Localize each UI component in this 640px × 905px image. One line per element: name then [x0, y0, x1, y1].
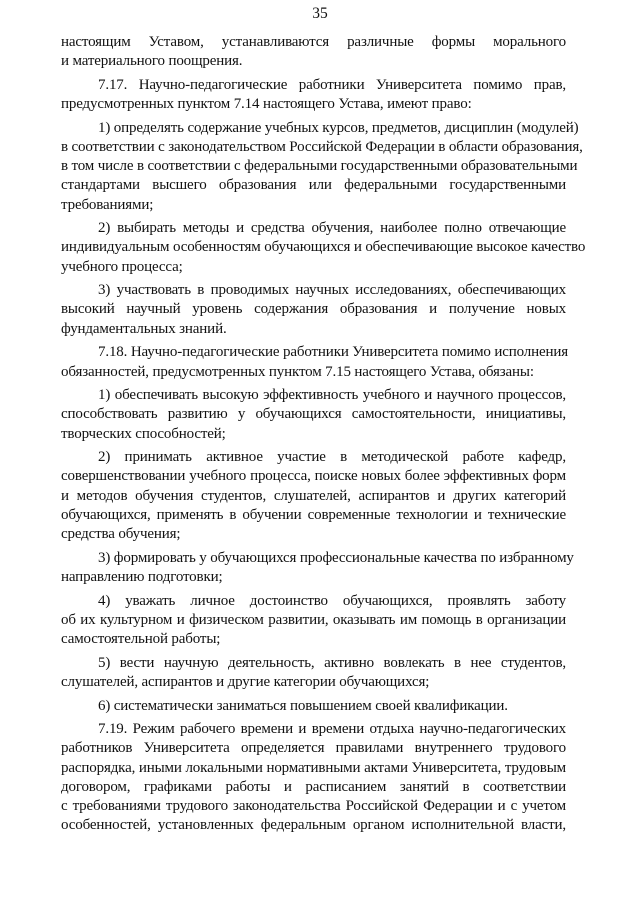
- text-line: и методов обучения студентов, слушателей, аспирантов и других категорий: [61, 487, 566, 504]
- text-line: предусмотренных пунктом 7.14 настоящего Устава, имеют право:: [61, 96, 472, 113]
- text-line: высокий научный уровень содержания образования и получение новых: [61, 301, 566, 318]
- text-line: направлению подготовки;: [61, 568, 223, 585]
- text-line: с требованиями трудового законодательства Российской Федерации и с учетом: [61, 797, 566, 814]
- text-line: распорядка, иными локальными нормативными актами Университета, трудовым: [61, 759, 566, 776]
- document-body: [61, 33, 586, 835]
- text-line: 7.19. Режим рабочего времени и времени отдыха научно-педагогических: [98, 721, 566, 738]
- text-line: работников Университета определяется правилами внутреннего трудового: [61, 740, 566, 757]
- text-line: в соответствии с законодательством Российской Федерации в области образования,: [61, 138, 583, 155]
- text-line: настоящим Уставом, устанавливаются различные формы морального: [61, 34, 566, 50]
- text-line: обязанностей, предусмотренных пунктом 7.15 настоящего Устава, обязаны:: [61, 363, 534, 380]
- text-line: 3) формировать у обучающихся профессиональные качества по избранному: [98, 549, 574, 566]
- text-line: 1) обеспечивать высокую эффективность учебного и научного процессов,: [98, 387, 566, 404]
- paragraph: [61, 549, 574, 587]
- text-line: совершенствовании учебного процесса, поиске новых более эффективных форм: [61, 468, 566, 485]
- paragraph: [61, 33, 566, 71]
- text-line: 3) участвовать в проводимых научных исследованиях, обеспечивающих: [98, 282, 566, 299]
- text-line: творческих способностей;: [61, 425, 226, 442]
- text-line: стандартами высшего образования или федеральными государственными: [61, 177, 566, 194]
- paragraph: [61, 720, 566, 835]
- paragraph: [61, 592, 566, 650]
- text-line: 2) выбирать методы и средства обучения, наиболее полно отвечающие: [98, 220, 566, 237]
- text-line: фундаментальных знаний.: [61, 320, 227, 337]
- text-line: особенностей, установленных федеральным органом исполнительной власти,: [61, 817, 566, 834]
- text-line: 5) вести научную деятельность, активно вовлекать в нее студентов,: [98, 654, 566, 671]
- paragraph: [61, 281, 566, 339]
- paragraph: [61, 697, 566, 716]
- paragraph: [61, 119, 583, 215]
- text-line: требованиями;: [61, 196, 154, 213]
- text-line: 7.17. Научно-педагогические работники Университета помимо прав,: [98, 76, 566, 93]
- text-line: 1) определять содержание учебных курсов, предметов, дисциплин (модулей): [98, 119, 579, 136]
- text-line: средства обучения;: [61, 526, 181, 542]
- text-line: обучающихся, применять в обучении современные технологии и технические: [61, 506, 566, 523]
- text-line: индивидуальным особенностям обучающихся и обеспечивающие высокое качество: [61, 239, 586, 256]
- paragraph: [61, 76, 566, 114]
- text-line: учебного процесса;: [61, 258, 183, 275]
- paragraph: [61, 343, 566, 381]
- text-line: 6) систематически заниматься повышением своей квалификации.: [98, 697, 508, 714]
- text-line: 2) принимать активное участие в методической работе кафедр,: [98, 449, 566, 466]
- text-line: в том числе в соответствии с федеральными государственными образовательными: [61, 158, 578, 175]
- paragraph: [61, 654, 566, 692]
- text-line: самостоятельной работы;: [61, 630, 221, 647]
- paragraph: [61, 219, 586, 277]
- text-line: 7.18. Научно-педагогические работники Университета помимо исполнения: [98, 344, 568, 361]
- text-line: 4) уважать личное достоинство обучающихся, проявлять заботу: [98, 592, 566, 609]
- text-line: слушателей, аспирантов и другие категории обучающихся;: [61, 673, 430, 690]
- paragraph: [61, 386, 566, 444]
- paragraph: [61, 448, 566, 544]
- text-line: договором, графиками работы и расписанием занятий в соответствии: [61, 778, 566, 795]
- text-line: и материального поощрения.: [61, 53, 243, 70]
- page-number: 35: [312, 5, 328, 22]
- text-line: способствовать развитию у обучающихся самостоятельности, инициативы,: [61, 406, 566, 423]
- text-line: об их культурном и физическом развитии, оказывать им помощь в организации: [61, 611, 566, 628]
